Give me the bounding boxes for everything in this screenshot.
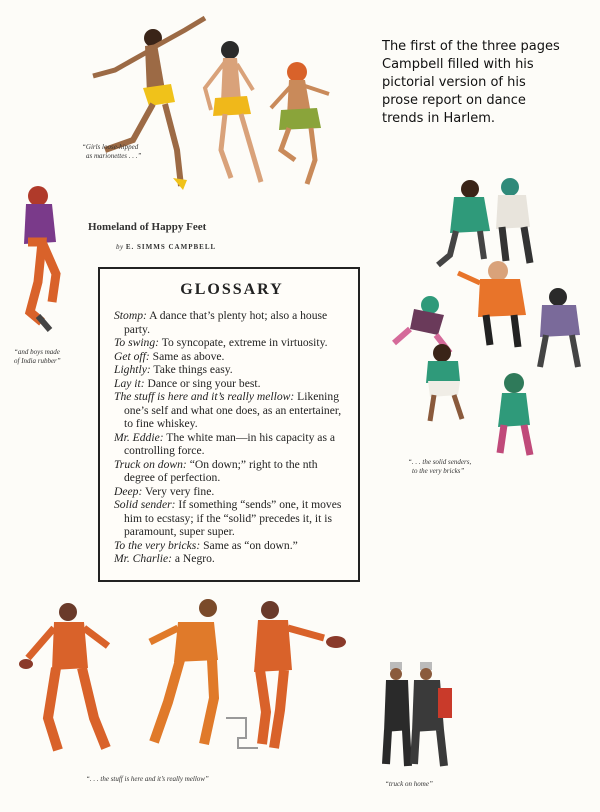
- glossary-entry: [114, 363, 350, 377]
- caption-truck: “truck on home”: [385, 780, 433, 788]
- annotation-line: The first of the three pages: [382, 39, 560, 54]
- glossary-definition: Take things easy.: [153, 363, 233, 376]
- man-1: [19, 603, 108, 750]
- kid-purple-jacket: [540, 288, 580, 367]
- walker-1: [384, 662, 410, 766]
- kid-orange-jacket: [458, 261, 526, 347]
- caption-senders: [408, 458, 471, 476]
- caption-girls: [82, 143, 141, 161]
- glossary-entry: [114, 377, 350, 391]
- truck-on-home-illustration: [378, 660, 458, 776]
- glossary-definition: a Negro.: [174, 552, 215, 565]
- glossary-definition: “On down;” right to the nth degree of perfection.: [124, 457, 318, 484]
- caption-line: to the very bricks”: [412, 467, 465, 475]
- dancing-girls-illustration: [85, 10, 355, 190]
- glossary-entry: [114, 309, 350, 336]
- caption-mellow: “. . . the stuff is here and it’s really mellow”: [86, 775, 209, 783]
- kid-dark-suit: [496, 178, 530, 263]
- dancer-girl-1: [93, 18, 205, 190]
- byline-author: E. SIMMS CAMPBELL: [125, 243, 217, 251]
- mellow-men-illustration: [18, 598, 358, 763]
- caption-line: “Girls loose-hipped: [82, 143, 139, 151]
- annotation-line: prose report on dance: [382, 93, 526, 108]
- annotation-line: Campbell filled with his: [382, 57, 534, 72]
- glossary-term: To swing:: [114, 336, 159, 349]
- glossary-definition: Same as “on down.”: [203, 538, 298, 552]
- glossary-term: To the very bricks:: [114, 538, 201, 552]
- article-byline: [116, 243, 216, 251]
- glossary-entry: [114, 431, 350, 458]
- kid-white-shorts: [426, 344, 462, 421]
- caption-line: of India rubber”: [14, 357, 61, 365]
- annotation-line: pictorial version of his: [382, 75, 526, 90]
- dancer-girl-2: [205, 41, 261, 182]
- glossary-entry: [114, 498, 350, 539]
- annotation-line: trends in Harlem.: [382, 111, 496, 126]
- article-title: Homeland of Happy Feet: [88, 221, 207, 233]
- glossary-term: Lay it:: [114, 376, 145, 390]
- glossary-box: [98, 267, 360, 582]
- glossary-term: Truck on down:: [114, 457, 187, 471]
- glossary-definition: A dance that’s plenty hot; also a house party.: [124, 309, 328, 336]
- kid-green-hat: [498, 373, 530, 455]
- byline-prefix: by: [116, 243, 124, 251]
- dancer-girl-3: [271, 62, 329, 184]
- caption-line: “. . . the solid senders,: [408, 458, 472, 466]
- glossary-entry: [114, 539, 350, 553]
- caption-line: as marionettes . . .”: [86, 152, 142, 160]
- glossary-heading: GLOSSARY: [180, 281, 284, 298]
- glossary-definition: To syncopate, extreme in virtuosity.: [161, 336, 328, 349]
- glossary-term: The stuff is here and it’s really mellow:: [114, 390, 295, 403]
- glossary-entry: [114, 458, 350, 485]
- glossary-entry: [114, 552, 350, 566]
- glossary-term: Mr. Eddie:: [114, 430, 164, 444]
- glossary-term: Deep:: [114, 484, 143, 498]
- man-2: [150, 599, 218, 744]
- walker-2: [412, 662, 452, 766]
- glossary-term: Stomp:: [114, 309, 147, 322]
- glossary-definition: The white man—in his capacity as a controlling force.: [124, 430, 335, 457]
- glossary-term: Solid sender:: [114, 498, 176, 511]
- rubber-legged-boy-illustration: [12, 182, 72, 342]
- glossary-definition: Dance or sing your best.: [147, 376, 261, 390]
- glossary-entry: [114, 485, 350, 499]
- glossary-entry: [114, 350, 350, 364]
- caption-boys: [14, 348, 61, 366]
- glossary-term: Get off:: [114, 349, 150, 363]
- glossary-definition: Likening one’s self and what one does, as an entertainer, to fine whiskey.: [124, 390, 342, 430]
- kid-green-jacket: [438, 180, 490, 265]
- annotation-note: [382, 38, 592, 128]
- glossary-entry: [114, 390, 350, 431]
- man-3: [226, 601, 346, 748]
- glossary-term: Lightly:: [114, 363, 151, 376]
- glossary-term: Mr. Charlie:: [114, 552, 172, 565]
- caption-line: “and boys made: [14, 348, 60, 356]
- glossary-definition: Same as above.: [152, 349, 225, 363]
- glossary-definition: If something “sends” one, it moves him to ecstasy; if the “solid” precedes it, it is paramount, super super.: [124, 498, 342, 538]
- glossary-definition: Very very fine.: [145, 484, 215, 498]
- solid-senders-illustration: [380, 175, 590, 460]
- glossary-entry: [114, 336, 350, 350]
